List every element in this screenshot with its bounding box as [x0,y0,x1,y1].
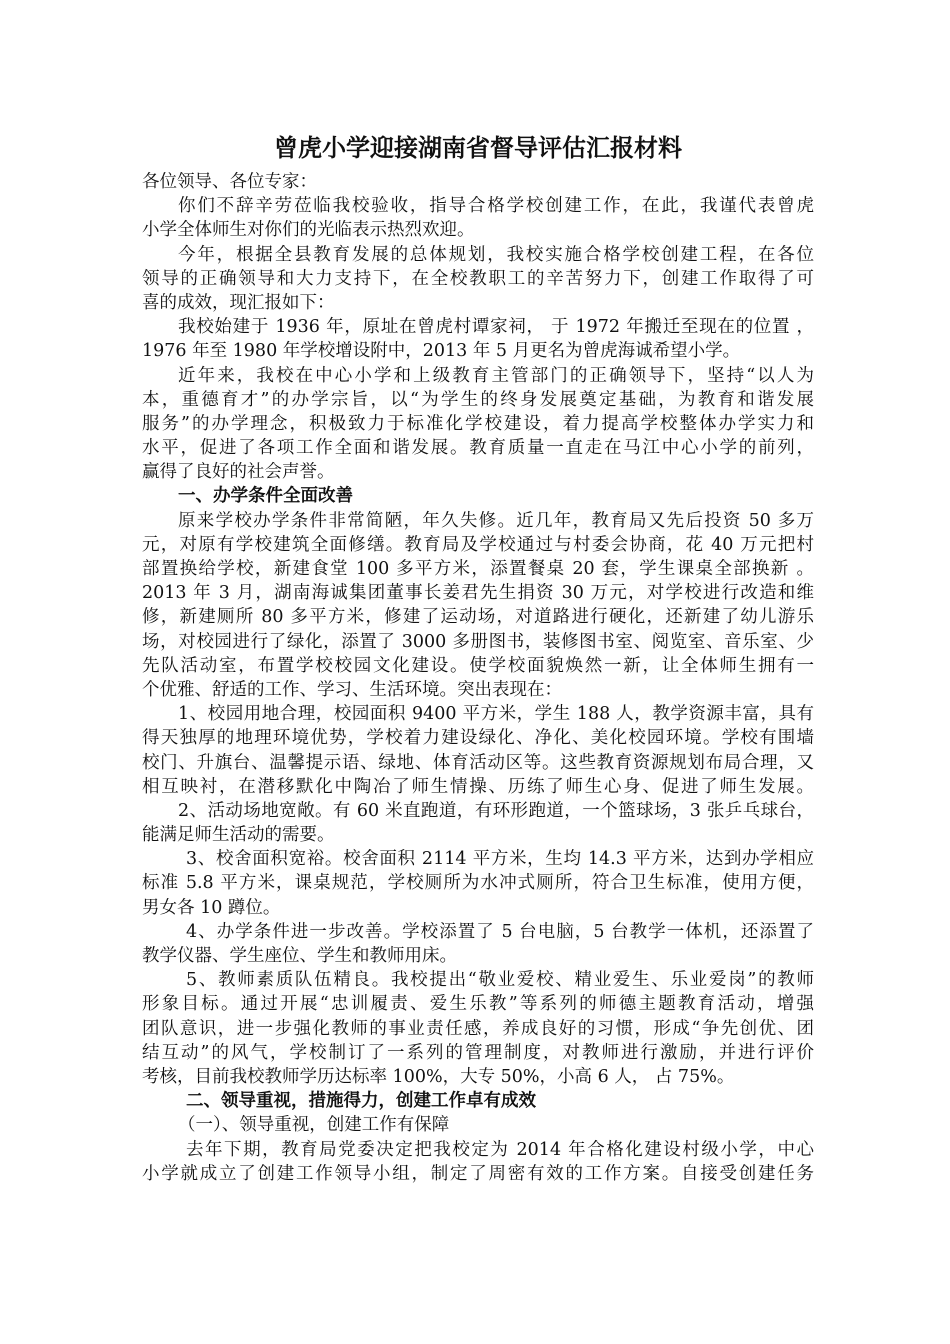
text-line: 近年来，我校在中心小学和上级教育主管部门的正确领导下，坚持“以人为 [178,365,814,386]
text-line: 元，对原有学校建筑全面修缮。教育局及学校通过与村委会协商，花 40 万元把村 [142,534,814,555]
text-line: 能满足师生活动的需要。 [142,825,335,846]
text-line: 相互映衬，在潜移默化中陶冶了师生情操、历练了师生心身、促进了师生发展。 [142,776,814,797]
text-line: 结互动”的风气，学校制订了一系列的管理制度，对教师进行激励，并进行评价 [142,1042,814,1063]
text-line: 4、办学条件进一步改善。学校添置了 5 台电脑，5 台教学一体机，还添置了 [186,921,814,942]
text-line: 小学就成立了创建工作领导小组，制定了周密有效的工作方案。自接受创建任务 [142,1163,814,1184]
text-line: 我校始建于 1936 年，原址在曾虎村谭家祠， 于 1972 年搬迁至现在的位置 ， [178,317,814,338]
text-line: 领导的正确领导和大力支持下，在全校教职工的辛苦努力下，创建工作取得了可 [142,268,814,289]
text-line: 标准 5.8 平方米，课桌规范，学校厕所为水冲式厕所，符合卫生标准，使用方便， [142,873,814,894]
text-line: 去年下期，教育局党委决定把我校定为 2014 年合格化建设村级小学，中心 [186,1139,814,1160]
text-line: 形象目标。通过开展“忠训履责、爱生乐教”等系列的师德主题教育活动，增强 [142,994,814,1015]
text-line: 水平，促进了各项工作全面和谐发展。教育质量一直走在马江中心小学的前列， [142,438,814,459]
text-line: 部置换给学校，新建食堂 100 多平方米，添置餐桌 20 套，学生课桌全部换新 。 [142,559,814,579]
text-line: 教学仪器、学生座位、学生和教师用床。 [142,946,457,966]
text-line: 2013 年 3 月，湖南海诚集团董事长姜君先生捐资 30 万元，对学校进行改造和维 [142,583,814,604]
text-line: 5、教师素质队伍精良。我校提出“敬业爱校、精业爱生、乐业爱岗”的教师 [186,970,814,991]
text-line: 喜的成效，现汇报如下： [142,292,335,313]
document-title: 曾虎小学迎接湖南省督导评估汇报材料 [274,134,682,162]
text-line: （一）、领导重视，创建工作有保障 [178,1115,450,1136]
text-line: 3、校舍面积宽裕。校舍面积 2114 平方米，生均 14.3 平方米，达到办学相应 [186,849,814,870]
text-line: 各位领导、各位专家： [142,172,317,192]
text-line: 校门、升旗台、温馨提示语、绿地、体育活动区等。这些教育资源规划布局合理，又 [142,752,814,773]
text-line: 服务”的办学理念，积极致力于标准化学校建设，着力提高学校整体办学实力和 [142,413,814,434]
document-page [142,128,814,1186]
text-line: 今年，根据全县教育发展的总体规划，我校实施合格学校创建工程，在各位 [178,244,814,265]
section-heading: 二、领导重视，措施得力，创建工作卓有成效 [186,1091,536,1112]
text-line: 小学全体师生对你们的光临表示热烈欢迎。 [142,220,475,241]
document-body [142,170,814,1186]
text-line: 先队活动室，布置学校校园文化建设。使学校面貌焕然一新，让全体师生拥有一 [142,655,814,676]
text-line: 场，对校园进行了绿化，添置了 3000 多册图书，装修图书室、阅览室、音乐室、少 [142,631,814,652]
text-line: 男女各 10 蹲位。 [142,897,281,918]
text-line: 1、校园用地合理，校园面积 9400 平方米，学生 188 人，教学资源丰富，具有 [178,704,814,725]
text-line: 1976 年至 1980 年学校增设附中，2013 年 5 月更名为曾虎海诚希望小学。 [142,341,741,362]
text-line: 修，新建厕所 80 多平方米，修建了运动场，对道路进行硬化，还新建了幼儿游乐 [142,607,814,628]
section-heading: 一、办学条件全面改善 [178,486,353,507]
text-line: 原来学校办学条件非常简陋，年久失修。近几年，教育局又先后投资 50 多万 [178,510,814,531]
text-line: 考核，目前我校教师学历达标率 100%，大专 50%，小高 6 人， 占 75%。 [142,1066,735,1087]
text-line: 得天独厚的地理环境优势，学校着力建设绿化、净化、美化校园环境。学校有围墙 [142,728,814,749]
text-line: 赢得了良好的社会声誉。 [142,462,335,483]
text-line: 个优雅、舒适的工作、学习、生活环境。突出表现在： [142,679,562,700]
text-line: 你们不辞辛劳莅临我校验收，指导合格学校创建工作，在此，我谨代表曾虎 [178,196,814,217]
text-line: 本，重德育才”的办学宗旨，以“为学生的终身发展奠定基础，为教育和谐发展 [142,389,814,410]
text-line: 团队意识，进一步强化教师的事业责任感，养成良好的习惯，形成“争先创优、团 [142,1018,814,1039]
text-line: 2、活动场地宽敞。有 60 米直跑道，有环形跑道，一个篮球场，3 张乒乓球台， [178,800,814,821]
